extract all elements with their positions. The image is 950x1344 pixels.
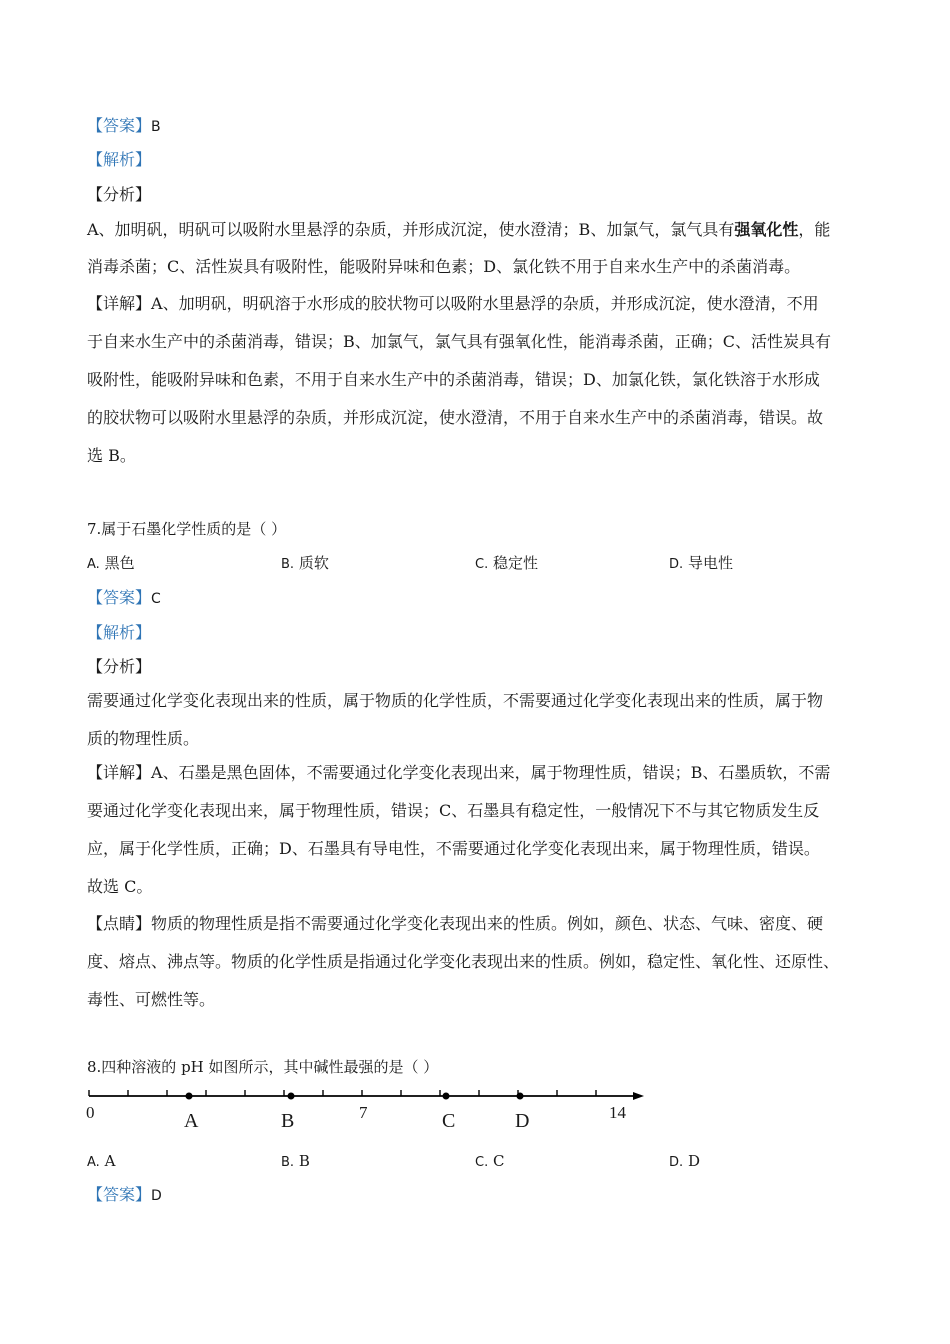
detail-tag: 【详解】 <box>87 763 152 782</box>
q8-answer-line <box>87 1185 162 1206</box>
q7-detail-line-2: 要通过化学变化表现出来，属于物理性质，错误；C、石墨具有稳定性，一般情况下不与其它物质发生反 <box>87 801 820 820</box>
answer-tag: 【答案】 <box>87 1185 152 1204</box>
q6-detail-line-1 <box>87 294 819 314</box>
ph-number-line <box>0 1086 950 1146</box>
q6-detail-line-3: 吸附性，能吸附异味和色素，不用于自来水生产中的杀菌消毒，错误；D、加氯化铁，氯化铁溶于水形成 <box>87 370 820 389</box>
answer-value: D <box>151 1188 162 1204</box>
q6-detail-line-4: 的胶状物可以吸附水里悬浮的杂质，并形成沉淀，使水澄清，不用于自来水生产中的杀菌消毒，错误。故 <box>87 408 824 427</box>
q7-dianjing-line-1 <box>87 914 823 934</box>
detail-tag: 【详解】 <box>87 294 152 313</box>
q8-stem: 8.四种溶液的 pH 如图所示，其中碱性最强的是（ ） <box>87 1058 439 1076</box>
q7-option-d[interactable]: D. 导电性 <box>669 554 733 572</box>
q6-fenxi-tag: 【分析】 <box>87 185 152 204</box>
q6-detail-line-2: 于自来水生产中的杀菌消毒，错误；B、加氯气，氯气具有强氧化性，能消毒杀菌，正确；C、活性炭具有 <box>87 332 832 351</box>
q7-detail-line-4: 故选 C。 <box>87 877 153 896</box>
q7-option-a[interactable]: A. 黑色 <box>87 554 135 572</box>
q6-jiexi-tag: 【解析】 <box>87 150 152 169</box>
q7-stem: 7.属于石墨化学性质的是（ ） <box>87 520 287 538</box>
dianjing-tag: 【点睛】 <box>87 914 152 933</box>
q8-option-c[interactable]: C. C <box>475 1152 505 1170</box>
detail-text: A、加明矾，明矾溶于水形成的胶状物可以吸附水里悬浮的杂质，并形成沉淀，使水澄清，不用 <box>151 294 819 313</box>
point-c-dot <box>443 1093 450 1100</box>
answer-tag: 【答案】 <box>87 588 152 607</box>
q7-dianjing-line-2: 度、熔点、沸点等。物质的化学性质是指通过化学变化表现出来的性质。例如，稳定性、氧化性、还原性、 <box>87 952 840 971</box>
point-b-dot <box>288 1093 295 1100</box>
q6-fenxi-line-1 <box>87 220 830 240</box>
q8-option-b[interactable]: B. B <box>281 1152 310 1170</box>
fenxi-text-end: ，能 <box>798 220 831 239</box>
q7-fenxi-tag: 【分析】 <box>87 657 152 676</box>
point-label-a: A <box>184 1110 199 1132</box>
q7-dianjing-line-3: 毒性、可燃性等。 <box>87 990 216 1009</box>
q7-answer-line <box>87 588 161 609</box>
q7-detail-line-1 <box>87 763 830 783</box>
q7-detail-line-3: 应，属于化学性质，正确；D、石墨具有导电性，不需要通过化学变化表现出来，属于物理性质，错误。 <box>87 839 820 858</box>
q8-option-a[interactable]: A. A <box>87 1152 116 1170</box>
tick-label-14: 14 <box>609 1103 626 1122</box>
q6-answer-line <box>87 116 161 137</box>
dianjing-text: 物质的物理性质是指不需要通过化学变化表现出来的性质。例如，颜色、状态、气味、密度、硬 <box>151 914 824 933</box>
point-a-dot <box>186 1093 193 1100</box>
q6-detail-line-5: 选 B。 <box>87 446 136 465</box>
q7-option-c[interactable]: C. 稳定性 <box>475 554 539 572</box>
tick-label-0: 0 <box>86 1103 95 1122</box>
q7-fenxi-line-2: 质的物理性质。 <box>87 729 200 748</box>
point-label-b: B <box>281 1110 295 1132</box>
q6-fenxi-line-2: 消毒杀菌；C、活性炭具有吸附性，能吸附异味和色素；D、氯化铁不用于自来水生产中的杀菌消毒。 <box>87 257 801 276</box>
tick-label-7: 7 <box>359 1103 368 1122</box>
q7-fenxi-line-1: 需要通过化学变化表现出来的性质，属于物质的化学性质，不需要通过化学变化表现出来的性质，属于物 <box>87 691 824 710</box>
answer-value: C <box>151 591 161 607</box>
answer-tag: 【答案】 <box>87 116 152 135</box>
fenxi-text: A、加明矾，明矾可以吸附水里悬浮的杂质，并形成沉淀，使水澄清；B、加氯气，氯气具有 <box>87 220 735 239</box>
q8-option-d[interactable]: D. D <box>669 1152 700 1170</box>
answer-value: B <box>151 119 161 135</box>
detail-text: A、石墨是黑色固体，不需要通过化学变化表现出来，属于物理性质，错误；B、石墨质软，不需 <box>151 763 831 782</box>
q7-jiexi-tag: 【解析】 <box>87 623 152 642</box>
point-label-d: D <box>515 1110 530 1132</box>
axis-arrow <box>633 1092 644 1100</box>
point-label-c: C <box>442 1110 456 1132</box>
point-d-dot <box>517 1093 524 1100</box>
fenxi-highlight: 强氧化性 <box>734 220 799 239</box>
q7-option-b[interactable]: B. 质软 <box>281 554 329 572</box>
